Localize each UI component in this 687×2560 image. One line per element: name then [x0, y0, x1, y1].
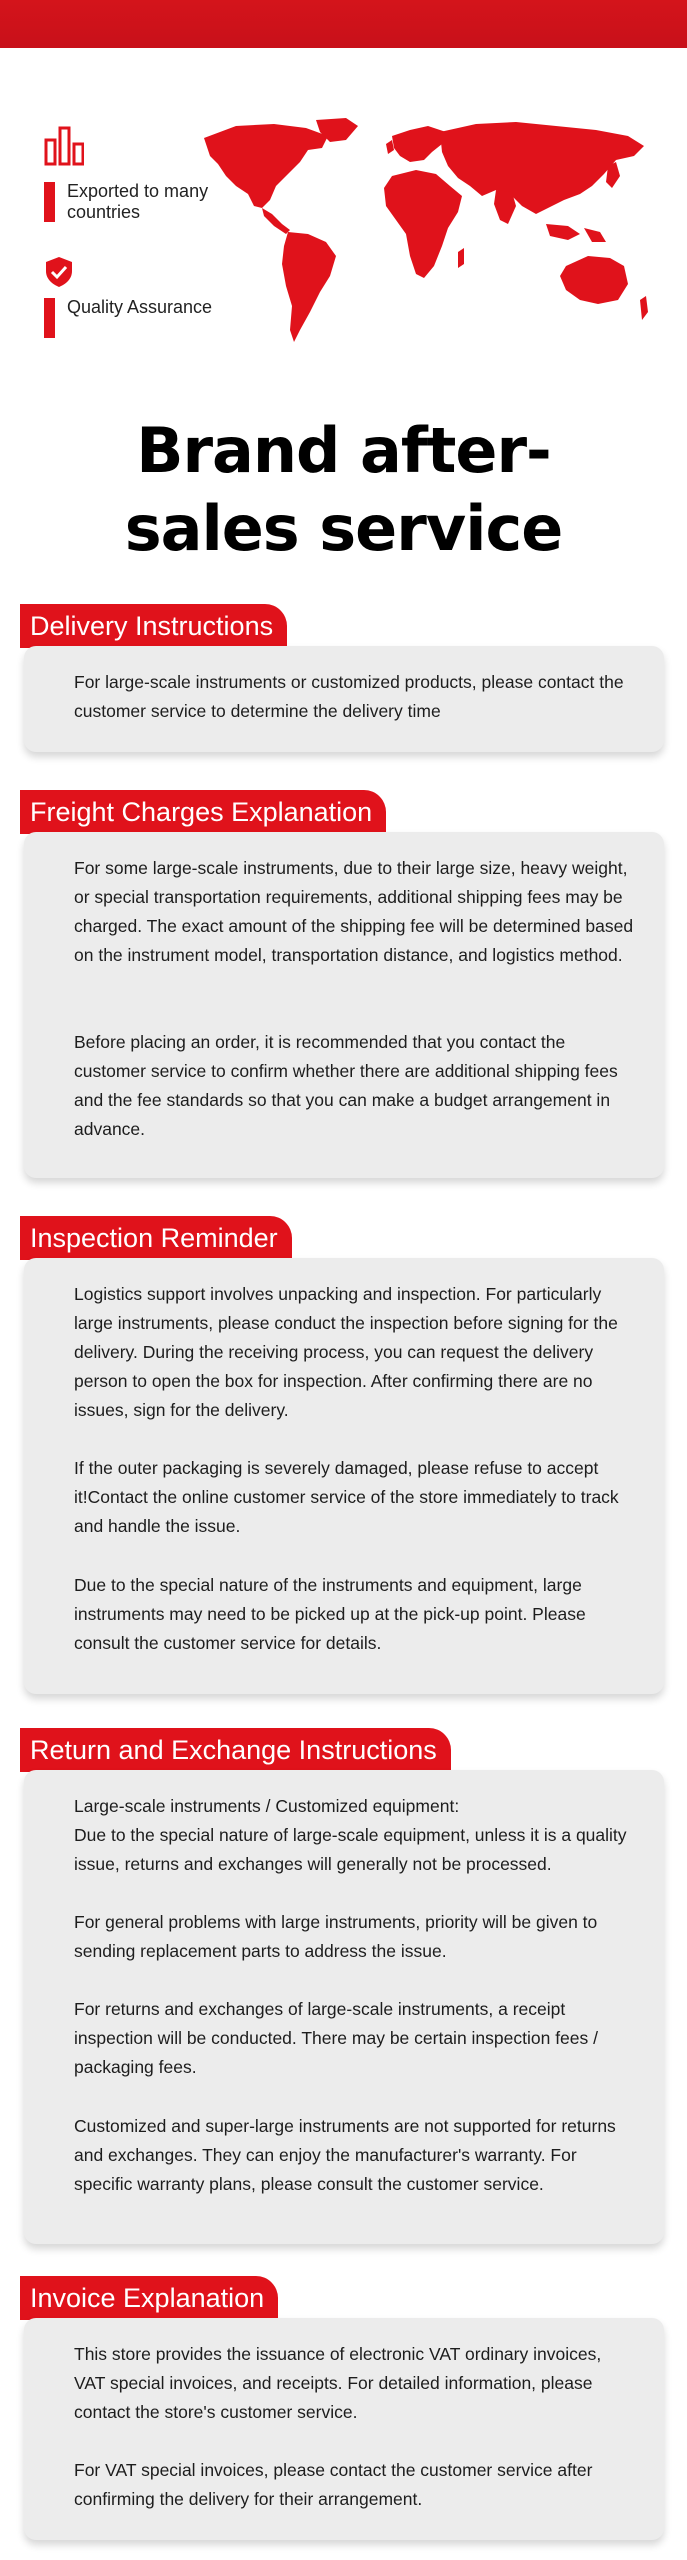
section-card: [24, 2318, 664, 2540]
section-card: [24, 1258, 664, 1694]
section-inspection: [20, 1216, 664, 1696]
section-title: Delivery Instructions: [20, 604, 287, 648]
top-banner-bar: [0, 0, 687, 48]
section-card: [24, 832, 664, 1178]
section-paragraph: Before placing an order, it is recommended that you contact the customer service to confirm whether there are additional shipping fees and the fee standards so that you can make a budget arrangement in advance.: [74, 1032, 618, 1139]
section-title: Return and Exchange Instructions: [20, 1728, 451, 1772]
world-map-icon: [196, 116, 652, 348]
feature-label: Quality Assurance: [67, 297, 213, 317]
section-paragraph: Large-scale instruments / Customized equipment: Due to the special nature of large-scale equipment, unless it is a quality issue, returns and exchanges will generally not be processed.: [74, 1796, 627, 1874]
section-paragraph: Due to the special nature of the instruments and equipment, large instruments may need to be picked up at the pick-up point. Please consult the customer service for details.: [74, 1575, 586, 1653]
feature-label: Exported to many countries: [67, 181, 209, 222]
shield-check-icon: [44, 256, 74, 288]
section-paragraph: For general problems with large instruments, priority will be given to sending replacement parts to address the issue.: [74, 1912, 598, 1961]
section-card: [24, 646, 664, 752]
feature-accent-bar: [44, 298, 55, 338]
feature-accent-bar: [44, 182, 55, 222]
section-title: Inspection Reminder: [20, 1216, 292, 1260]
section-invoice: [20, 2276, 664, 2546]
section-paragraph: If the outer packaging is severely damaged, please refuse to accept it!Contact the online customer service of the store immediately to track and handle the issue.: [74, 1458, 619, 1536]
section-title: Freight Charges Explanation: [20, 790, 386, 834]
section-paragraph: Customized and super-large instruments are not supported for returns and exchanges. They can enjoy the manufacturer's warranty. For specific warranty plans, please consult the customer service.: [74, 2116, 616, 2194]
section-delivery: [20, 604, 664, 754]
section-freight: [20, 790, 664, 1170]
section-card: [24, 1770, 664, 2244]
bar-chart-icon: [44, 126, 84, 166]
section-paragraph: Logistics support involves unpacking and inspection. For particularly large instruments, please conduct the inspection before signing for the delivery. During the receiving process, you can request the delivery person to open the box for inspection. After confirming there are no issues, sign for the delivery.: [74, 1284, 618, 1420]
headline-line: Brand after-: [136, 414, 551, 487]
section-paragraph: For VAT special invoices, please contact the customer service after confirming the delivery for their arrangement.: [74, 2460, 593, 2509]
section-paragraph: This store provides the issuance of electronic VAT ordinary invoices, VAT special invoices, and receipts. For detailed information, please contact the store's customer service.: [74, 2344, 602, 2422]
section-paragraph: For large-scale instruments or customized products, please contact the customer service to determine the delivery time: [74, 672, 624, 721]
section-title: Invoice Explanation: [20, 2276, 278, 2320]
section-paragraph: For some large-scale instruments, due to their large size, heavy weight, or special transportation requirements, additional shipping fees may be charged. The exact amount of the shipping fee will be determined based on the instrument model, transportation distance, and logistics method.: [74, 858, 634, 965]
section-paragraph: For returns and exchanges of large-scale instruments, a receipt inspection will be conducted. There may be certain inspection fees / packaging fees.: [74, 1999, 599, 2077]
page-headline: [0, 412, 687, 568]
section-returns: [20, 1728, 664, 2248]
headline-line: sales service: [124, 492, 563, 565]
